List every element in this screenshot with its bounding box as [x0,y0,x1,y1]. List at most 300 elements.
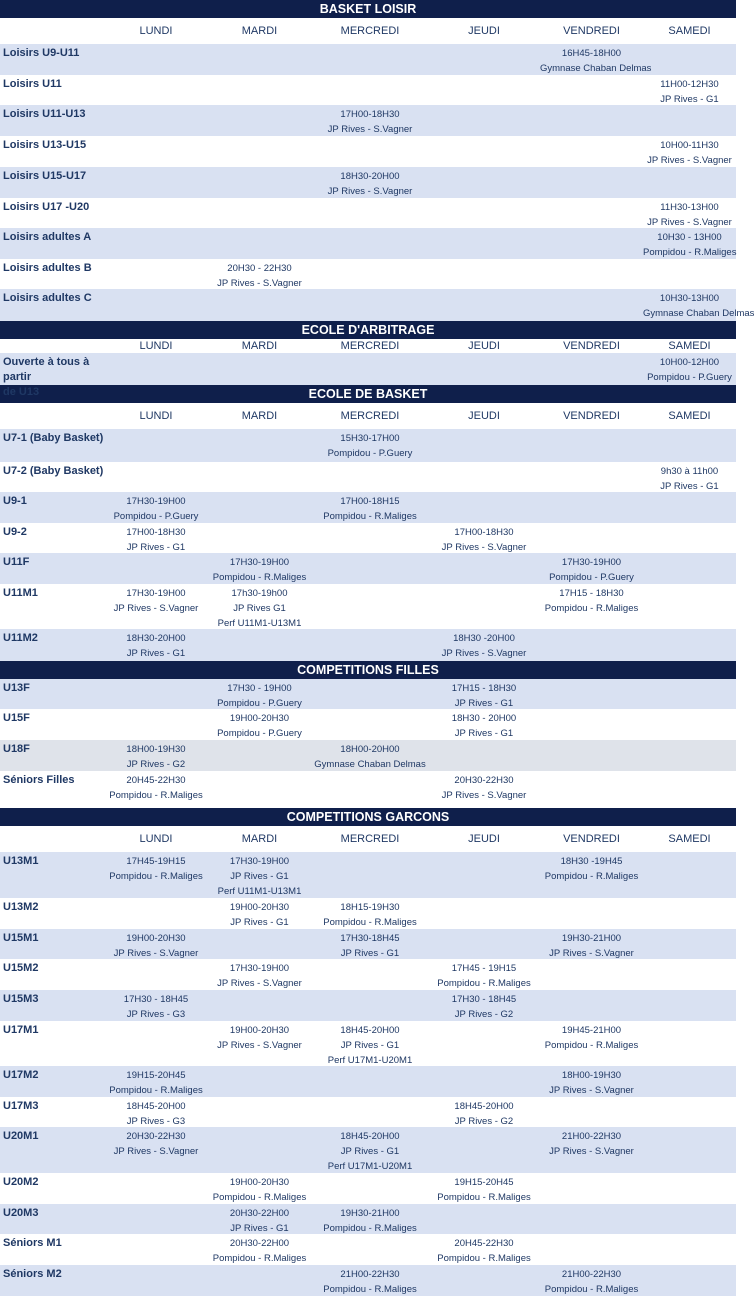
slot-lundi [105,771,207,808]
slot-venue: Pompidou - R.Maliges [437,978,531,989]
slot-lundi [105,523,207,555]
team-name [0,1173,105,1205]
schedule-row [0,523,736,553]
slot-mardi [207,198,312,230]
slot-jeudi [428,198,540,230]
day-header-jeudi: JEUDI [468,410,500,422]
slot-samedi [643,259,736,291]
slot-venue: JP Rives - S.Vagner [647,155,732,166]
slot-mercredi [312,898,428,930]
slot-venue: JP Rives - G1 [660,94,719,105]
slot-vendredi [540,898,643,930]
slot-vendredi [540,289,643,321]
section-competitions-filles [0,661,736,808]
slot-time: 17H30-18H45 [340,933,400,944]
team-name [0,353,105,400]
slot-lundi [105,289,207,321]
slot-mercredi [312,629,428,661]
schedule-row [0,709,736,740]
slot-mercredi [312,1066,428,1098]
slot-vendredi [540,1066,643,1098]
slot-venue: JP Rives - G1 [340,948,400,959]
slot-lundi [105,228,207,260]
slot-time: 9h30 à 11h00 [660,466,719,477]
slot-mardi [207,228,312,260]
slot-venue: Pompidou - R.Maliges [323,917,417,928]
slot-samedi [643,1204,736,1236]
schedule-row [0,771,736,808]
slot-mercredi [312,584,428,631]
team-name-line: U20M3 [3,1207,39,1219]
slot-vendredi [540,1204,643,1236]
team-name [0,1021,105,1068]
team-name [0,1097,105,1129]
slot-vendredi [540,1265,643,1297]
day-header-samedi: SAMEDI [668,340,711,352]
slot-venue: JP Rives - G2 [454,1009,514,1020]
slot-mercredi [312,740,428,772]
slot-venue: Pompidou - R.Maliges [544,1040,639,1051]
slot-mardi [207,929,312,961]
slot-samedi [643,898,736,930]
team-name [0,259,105,291]
slot-time: 17H30 - 18H45 [451,994,517,1005]
slot-venue: Pompidou - R.Maliges [437,1253,531,1264]
slot-jeudi [428,44,540,76]
slot-vendredi [540,740,643,772]
slot-mardi [207,136,312,168]
slot-venue: JP Rives - G2 [454,1116,514,1127]
slot-samedi [643,1066,736,1098]
slot-mardi [207,44,312,76]
slot-mardi [207,1021,312,1068]
slot-mercredi [312,959,428,991]
team-name [0,492,105,524]
slot-time: 18H00-19H30 [561,1070,622,1081]
team-name [0,136,105,168]
slot-venue: JP Rives - G1 [340,1146,400,1157]
day-header-vendredi: VENDREDI [563,833,620,845]
slot-mercredi [312,136,428,168]
slot-time: 20H30-22H00 [229,1208,290,1219]
slot-mercredi [312,105,428,137]
slot-vendredi [540,1021,643,1068]
slot-vendredi [540,105,643,137]
slot-venue: Pompidou - R.Maliges [544,1284,639,1295]
slot-time: 17H30-19H00 [229,963,290,974]
section-competitions-garcons [0,808,736,1296]
slot-jeudi [428,990,540,1022]
schedule-row [0,228,736,259]
schedule-row [0,462,736,492]
team-name-line: U11M2 [3,632,38,644]
day-header-spacer [0,339,105,353]
slot-time: 17H30-19H00 [126,496,186,507]
team-name [0,771,105,808]
slot-time: 17H30-19H00 [229,557,290,568]
slot-time: 19H00-20H30 [126,933,186,944]
team-name [0,75,105,107]
slot-vendredi [540,584,643,631]
slot-samedi [643,679,736,711]
team-name-line: Séniors M2 [3,1268,62,1280]
slot-time: 16H45-18H00 [561,48,622,59]
slot-venue: JP Rives - S.Vagner [441,542,527,553]
day-header-jeudi: JEUDI [468,340,500,352]
slot-mardi [207,679,312,711]
slot-lundi [105,167,207,199]
slot-venue: Pompidou - P.Guery [217,698,302,709]
slot-venue: Pompidou - P.Guery [113,511,199,522]
slot-time: 18H15-19H30 [340,902,400,913]
slot-samedi [643,709,736,741]
slot-jeudi [428,771,540,808]
schedule-row [0,289,754,321]
schedule-row [0,1127,736,1173]
schedule-row [0,429,736,462]
slot-venue: Pompidou - P.Guery [549,572,634,583]
team-name [0,629,105,661]
slot-jeudi [428,553,540,585]
day-header-vendredi: VENDREDI [563,410,620,422]
slot-mercredi [312,429,428,462]
slot-time: 19H30-21H00 [561,933,622,944]
schedule-row [0,740,736,771]
day-header-mardi: MARDI [241,833,278,845]
slot-mercredi [312,289,428,321]
slot-time: 18H30 -19H45 [560,856,623,867]
slot-mercredi [312,929,428,961]
slot-venue: JP Rives - G1 [660,481,719,492]
slot-time: 20H45-22H30 [454,1238,514,1249]
slot-venue: JP Rives - S.Vagner [549,948,634,959]
slot-samedi [643,105,736,137]
slot-venue: JP Rives - S.Vagner [113,948,199,959]
slot-lundi [105,1066,207,1098]
slot-vendredi [540,1097,643,1129]
day-header-jeudi: JEUDI [468,833,500,845]
team-name-line: Loisirs U15-U17 [3,170,87,182]
slot-samedi [643,990,736,1022]
schedule-row [0,852,736,898]
slot-vendredi [540,990,643,1022]
schedule-row [0,1021,736,1066]
slot-time: 10H30-13H00 [659,293,720,304]
day-header-mardi: MARDI [241,340,278,352]
slot-time: 17H45-19H15 [126,856,186,867]
slot-venue: Pompidou - R.Maliges [544,871,639,882]
slot-venue: Pompidou - P.Guery [647,372,732,383]
slot-venue: Pompidou - R.Maliges [109,871,203,882]
slot-venue: JP Rives - G3 [126,1116,186,1127]
slot-time: 20H30-22H00 [229,1238,290,1249]
team-name [0,289,105,321]
slot-lundi [105,353,207,400]
team-name-line: de U13 [3,386,40,398]
day-header-mercredi: MERCREDI [340,25,400,37]
team-name-line: Séniors Filles [3,774,75,786]
slot-venue: JP Rives - G1 [126,648,186,659]
slot-mardi [207,1234,312,1266]
slot-time: 18H30 - 20H00 [451,713,517,724]
team-name [0,198,105,230]
slot-time: 19H00-20H30 [229,1025,290,1036]
team-name-line: Loisirs U17 -U20 [3,201,90,213]
slot-vendredi [540,75,643,107]
slot-venue: JP Rives - S.Vagner [441,648,527,659]
team-name-line: U15M3 [3,993,39,1005]
slot-mardi [207,1127,312,1174]
slot-venue: Pompidou - R.Maliges [544,603,639,614]
slot-venue: JP Rives - S.Vagner [217,1040,302,1051]
day-header-mercredi: MERCREDI [340,833,400,845]
slot-jeudi [428,959,540,991]
team-name-line: U20M2 [3,1176,39,1188]
slot-samedi [643,1097,736,1129]
slot-venue: Pompidou - R.Maliges [323,511,417,522]
slot-mardi [207,492,312,524]
slot-vendredi [540,771,643,808]
schedule-row [0,1204,736,1234]
section-ecole-de-basket [0,385,736,661]
slot-venue: JP Rives - G2 [126,759,186,770]
team-name-line: Loisirs adultes B [3,262,92,274]
slot-time: 15H30-17H00 [340,433,400,444]
schedule-row [0,990,736,1021]
team-name [0,105,105,137]
slot-time: 18H00-19H30 [126,744,186,755]
slot-time: 17H15 - 18H30 [559,588,624,599]
slot-time: 19H30-21H00 [340,1208,400,1219]
day-header-spacer [0,826,105,852]
slot-vendredi [540,167,643,199]
slot-vendredi [540,198,643,230]
slot-lundi [105,990,207,1022]
slot-note: Perf U11M1-U13M1 [217,618,302,629]
slot-lundi [105,740,207,772]
team-name-line: U17M2 [3,1069,39,1081]
slot-mardi [207,629,312,661]
slot-venue: JP Rives - G1 [340,1040,400,1051]
schedule-row [0,259,736,289]
day-header-lundi: LUNDI [139,410,173,422]
team-name [0,852,105,899]
slot-jeudi [428,1066,540,1098]
day-header-samedi: SAMEDI [668,833,711,845]
team-name-line: Séniors M1 [3,1237,62,1249]
slot-lundi [105,1204,207,1236]
slot-mercredi [312,1021,428,1068]
slot-lundi [105,492,207,524]
slot-time: 17H30 - 19H00 [227,683,292,694]
slot-jeudi [428,709,540,741]
day-header-mardi: MARDI [241,25,278,37]
day-header-vendredi: VENDREDI [563,25,620,37]
team-name [0,429,105,462]
slot-jeudi [428,289,540,321]
slot-jeudi [428,629,540,661]
slot-venue: Pompidou - R.Maliges [212,572,307,583]
slot-time: 11H00-12H30 [660,79,719,90]
slot-mardi [207,959,312,991]
day-header-row [0,339,736,353]
slot-time: 10H00-12H00 [659,357,720,368]
team-name-line: U7-1 (Baby Basket) [3,432,104,444]
slot-venue: Pompidou - R.Maliges [323,1223,417,1234]
slot-time: 17H15 - 18H30 [451,683,517,694]
slot-jeudi [428,1021,540,1068]
slot-vendredi [540,959,643,991]
schedule-row [0,105,736,136]
slot-vendredi [540,44,652,76]
slot-venue: Pompidou - R.Maliges [212,1192,307,1203]
slot-venue: Pompidou - R.Maliges [212,1253,307,1264]
slot-venue: JP Rives - S.Vagner [327,124,413,135]
slot-mercredi [312,990,428,1022]
day-header-lundi: LUNDI [139,25,173,37]
slot-venue: JP Rives - G3 [126,1009,186,1020]
slot-samedi [643,1173,736,1205]
slot-time: 18H00-20H00 [340,744,400,755]
slot-jeudi [428,353,540,400]
slot-mardi [207,75,312,107]
slot-vendredi [540,462,643,494]
slot-time: 21H00-22H30 [561,1269,622,1280]
team-name-line: U13M1 [3,855,39,867]
slot-venue: Pompidou - R.Maliges [323,1284,417,1295]
slot-time: 11H30-13H00 [660,202,719,213]
team-name-line: Loisirs adultes A [3,231,92,243]
team-name-line: U17M3 [3,1100,39,1112]
slot-mardi [207,709,312,741]
slot-lundi [105,1173,207,1205]
slot-time: 18H30-20H00 [340,171,400,182]
section-header: ECOLE D'ARBITRAGE [0,321,736,339]
slot-mardi [207,990,312,1022]
slot-mardi [207,105,312,137]
team-name [0,898,105,930]
slot-jeudi [428,523,540,555]
schedule-row [0,44,736,75]
slot-venue: JP Rives - S.Vagner [549,1146,634,1157]
slot-jeudi [428,1173,540,1205]
slot-samedi [643,289,754,321]
slot-lundi [105,75,207,107]
slot-mercredi [312,1097,428,1129]
slot-lundi [105,584,207,631]
slot-samedi [643,353,736,400]
slot-vendredi [540,553,643,585]
slot-samedi [643,1021,736,1068]
slot-mercredi [312,1127,428,1174]
team-name-line: U15M1 [3,932,39,944]
schedule-row [0,1097,736,1127]
slot-note: Perf U17M1-U20M1 [327,1055,413,1066]
slot-venue: Pompidou - R.Maliges [109,1085,203,1096]
slot-samedi [643,959,736,991]
slot-time: 17H00-18H30 [126,527,186,538]
slot-time: 18H45-20H00 [340,1131,400,1142]
slot-mardi [207,1097,312,1129]
team-name [0,553,105,585]
slot-vendredi [540,523,643,555]
schedule-row [0,75,736,105]
slot-venue: JP Rives - G1 [454,698,514,709]
slot-time: 17H45 - 19H15 [451,963,517,974]
slot-mardi [207,1265,312,1297]
slot-jeudi [428,1127,540,1174]
section-header: COMPETITIONS GARCONS [0,808,736,826]
slot-vendredi [540,259,643,291]
slot-vendredi [540,1234,643,1266]
slot-time: 18H30 -20H00 [453,633,515,644]
slot-mercredi [312,679,428,711]
slot-vendredi [540,709,643,741]
slot-mardi [207,898,312,930]
team-name [0,228,105,260]
slot-vendredi [540,429,643,462]
schedule-row [0,929,736,959]
team-name [0,990,105,1022]
slot-vendredi [540,136,643,168]
slot-mercredi [312,553,428,585]
slot-lundi [105,136,207,168]
slot-mardi [207,584,312,631]
slot-jeudi [428,105,540,137]
team-name-line: U13M2 [3,901,39,913]
slot-mercredi [312,44,428,76]
slot-venue: JP Rives - S.Vagner [217,978,302,989]
slot-time: 10H30 - 13H00 [657,232,722,243]
slot-time: 17H30 - 18H45 [123,994,189,1005]
slot-mardi [207,523,312,555]
slot-mardi [207,553,312,585]
slot-vendredi [540,353,643,400]
slot-jeudi [428,167,540,199]
schedule-row [0,167,736,198]
slot-jeudi [428,1234,540,1266]
team-name [0,929,105,961]
team-name-line: U17M1 [3,1024,39,1036]
team-name [0,1066,105,1098]
slot-mardi [207,462,312,494]
slot-vendredi [540,492,643,524]
slot-samedi [643,553,736,585]
slot-lundi [105,898,207,930]
slot-time: 17H00-18H30 [340,109,400,120]
day-header-row [0,403,736,429]
slot-lundi [105,1097,207,1129]
day-header-mardi: MARDI [241,410,278,422]
slot-time: 20H30-22H30 [454,775,514,786]
team-name-line: U11F [3,556,30,568]
slot-samedi [643,852,736,899]
slot-mercredi [312,1204,428,1236]
slot-jeudi [428,75,540,107]
section-header: BASKET LOISIR [0,0,736,18]
slot-samedi [643,198,736,230]
schedule-row [0,1066,736,1097]
slot-jeudi [428,259,540,291]
day-header-vendredi: VENDREDI [563,340,620,352]
slot-jeudi [428,1097,540,1129]
schedule-row [0,553,736,584]
slot-mercredi [312,198,428,230]
slot-venue: JP Rives - S.Vagner [647,217,732,228]
slot-mardi [207,1173,312,1205]
day-header-row [0,18,736,44]
slot-time: 17H30-19H00 [229,856,290,867]
